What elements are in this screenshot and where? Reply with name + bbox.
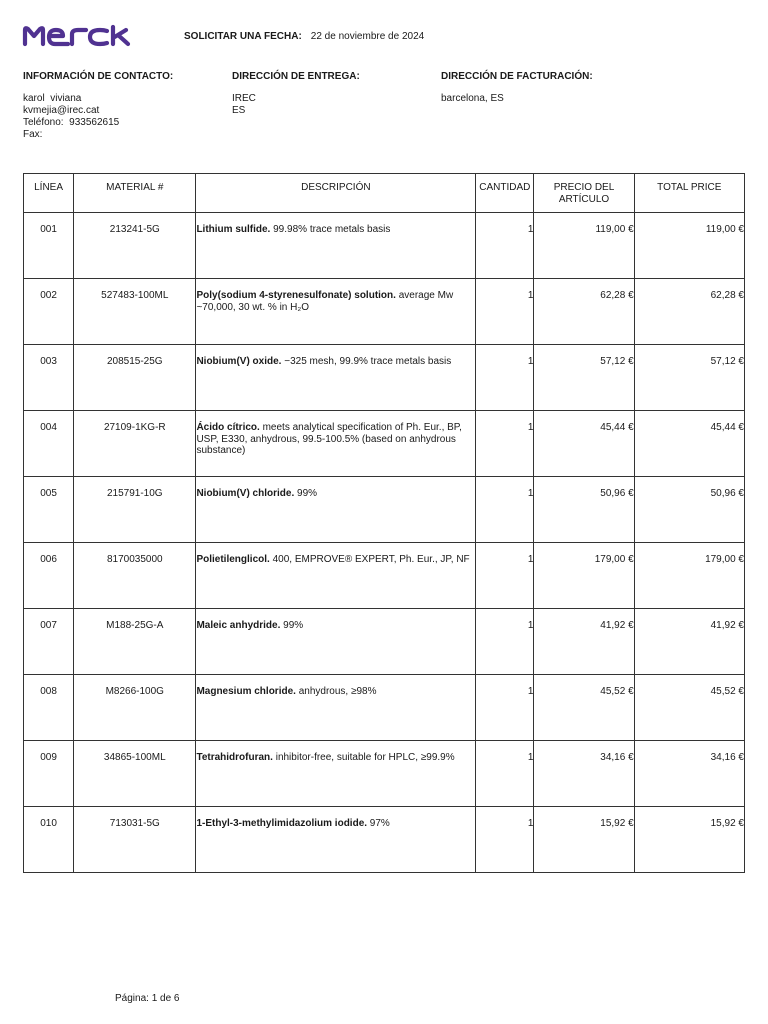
table-row [24, 411, 745, 477]
request-date-label: SOLICITAR UNA FECHA: [184, 31, 302, 42]
contact-email: kvmejia@irec.cat [23, 105, 100, 116]
row-product-name: Magnesium chloride. [196, 686, 296, 697]
row-product-name: Ácido cítrico. [196, 422, 260, 433]
row-material-number: 27109-1KG-R [74, 411, 196, 477]
contact-heading: INFORMACIÓN DE CONTACTO: [23, 71, 174, 82]
row-total-price: 41,92 € [634, 609, 744, 675]
row-product-detail: meets analytical specification of Ph. Eur., BP, USP, E330, anhydrous, 99.5-100.5% (based on anhydrous substance) [196, 422, 462, 456]
header-total-price: TOTAL PRICE [634, 174, 744, 213]
row-total-price: 45,44 € [634, 411, 744, 477]
row-quantity: 1 [476, 411, 534, 477]
row-line-number: 010 [24, 807, 74, 873]
row-material-number: M188-25G-A [74, 609, 196, 675]
contact-phone: Teléfono: 933562615 [23, 117, 120, 128]
row-quantity: 1 [476, 741, 534, 807]
row-total-price: 34,16 € [634, 741, 744, 807]
row-product-name: Polietilenglicol. [196, 554, 270, 565]
row-line-number: 007 [24, 609, 74, 675]
row-quantity: 1 [476, 477, 534, 543]
row-product-name: Poly(sodium 4-styrenesulfonate) solution. [196, 290, 396, 301]
row-unit-price: 62,28 € [534, 279, 634, 345]
row-line-number: 004 [24, 411, 74, 477]
row-description [196, 609, 476, 675]
row-product-name: Lithium sulfide. [196, 224, 271, 235]
row-total-price: 62,28 € [634, 279, 744, 345]
header-unit-price-line-2: ARTÍCULO [558, 194, 610, 205]
row-product-detail: 97% [367, 818, 390, 829]
row-quantity: 1 [476, 345, 534, 411]
request-date [184, 31, 424, 42]
row-quantity: 1 [476, 807, 534, 873]
row-description [196, 411, 476, 477]
table-row [24, 477, 745, 543]
row-total-price: 179,00 € [634, 543, 744, 609]
row-unit-price: 15,92 € [534, 807, 634, 873]
table-header-row [24, 174, 745, 213]
row-description [196, 279, 476, 345]
row-unit-price: 34,16 € [534, 741, 634, 807]
row-line-number: 001 [24, 213, 74, 279]
row-material-number: 713031-5G [74, 807, 196, 873]
row-product-detail: anhydrous, ≥98% [295, 686, 377, 697]
row-product-detail: 99.98% trace metals basis [270, 224, 391, 235]
row-product-detail: 400, EMPROVE® EXPERT, Ph. Eur., JP, NF [269, 554, 470, 565]
row-description [196, 675, 476, 741]
row-description [196, 807, 476, 873]
items-table [23, 173, 745, 873]
row-product-name: Tetrahidrofuran. [196, 752, 273, 763]
row-material-number: 527483-100ML [74, 279, 196, 345]
row-unit-price: 57,12 € [534, 345, 634, 411]
merck-logo [22, 24, 146, 48]
contact-name: karol viviana [23, 93, 82, 104]
header-material: MATERIAL # [74, 174, 196, 213]
table-row [24, 279, 745, 345]
contact-info [23, 71, 223, 141]
request-date-value: 22 de noviembre de 2024 [310, 31, 425, 42]
row-product-detail: average Mw ~70,000, 30 wt. % in H₂O [196, 290, 454, 313]
row-product-detail: 99% [280, 620, 304, 631]
row-quantity: 1 [476, 609, 534, 675]
row-material-number: 213241-5G [74, 213, 196, 279]
row-line-number: 008 [24, 675, 74, 741]
header-description: DESCRIPCIÓN [196, 174, 476, 213]
table-row [24, 741, 745, 807]
table-row [24, 543, 745, 609]
row-product-detail: −325 mesh, 99.9% trace metals basis [281, 356, 452, 367]
row-unit-price: 45,52 € [534, 675, 634, 741]
header-line: LÍNEA [24, 174, 74, 213]
row-product-name: Maleic anhydride. [196, 620, 281, 631]
delivery-line-2: ES [232, 105, 246, 116]
row-total-price: 45,52 € [634, 675, 744, 741]
row-product-name: Niobium(V) oxide. [196, 356, 282, 367]
row-quantity: 1 [476, 543, 534, 609]
table-row [24, 213, 745, 279]
contact-fax: Fax: [23, 129, 43, 140]
row-unit-price: 179,00 € [534, 543, 634, 609]
row-total-price: 119,00 € [634, 213, 744, 279]
row-line-number: 006 [24, 543, 74, 609]
row-material-number: 215791-10G [74, 477, 196, 543]
billing-line-1: barcelona, ES [441, 93, 504, 104]
table-row [24, 345, 745, 411]
row-product-name: Niobium(V) chloride. [196, 488, 295, 499]
delivery-address [232, 71, 432, 117]
header-unit-price [534, 174, 634, 213]
table-row [24, 609, 745, 675]
row-line-number: 002 [24, 279, 74, 345]
row-description [196, 741, 476, 807]
row-description [196, 213, 476, 279]
row-total-price: 57,12 € [634, 345, 744, 411]
row-description [196, 345, 476, 411]
row-total-price: 50,96 € [634, 477, 744, 543]
delivery-line-1: IREC [232, 93, 256, 104]
row-product-name: 1-Ethyl-3-methylimidazolium iodide. [196, 818, 368, 829]
billing-address [441, 71, 641, 105]
row-total-price: 15,92 € [634, 807, 744, 873]
row-line-number: 003 [24, 345, 74, 411]
row-material-number: 208515-25G [74, 345, 196, 411]
row-line-number: 009 [24, 741, 74, 807]
row-line-number: 005 [24, 477, 74, 543]
delivery-heading: DIRECCIÓN DE ENTREGA: [232, 71, 360, 82]
row-product-detail: 99% [294, 488, 318, 499]
row-product-detail: inhibitor-free, suitable for HPLC, ≥99.9% [272, 752, 455, 763]
header-quantity: CANTIDAD [476, 174, 534, 213]
table-row [24, 807, 745, 873]
row-quantity: 1 [476, 213, 534, 279]
row-quantity: 1 [476, 675, 534, 741]
header-unit-price-line-1: PRECIO DEL [553, 182, 615, 193]
row-unit-price: 45,44 € [534, 411, 634, 477]
row-material-number: M8266-100G [74, 675, 196, 741]
row-material-number: 8170035000 [74, 543, 196, 609]
table-row [24, 675, 745, 741]
row-unit-price: 41,92 € [534, 609, 634, 675]
billing-heading: DIRECCIÓN DE FACTURACIÓN: [441, 71, 593, 82]
row-description [196, 543, 476, 609]
row-unit-price: 119,00 € [534, 213, 634, 279]
row-description [196, 477, 476, 543]
page-number: Página: 1 de 6 [115, 993, 180, 1004]
row-quantity: 1 [476, 279, 534, 345]
row-unit-price: 50,96 € [534, 477, 634, 543]
row-material-number: 34865-100ML [74, 741, 196, 807]
